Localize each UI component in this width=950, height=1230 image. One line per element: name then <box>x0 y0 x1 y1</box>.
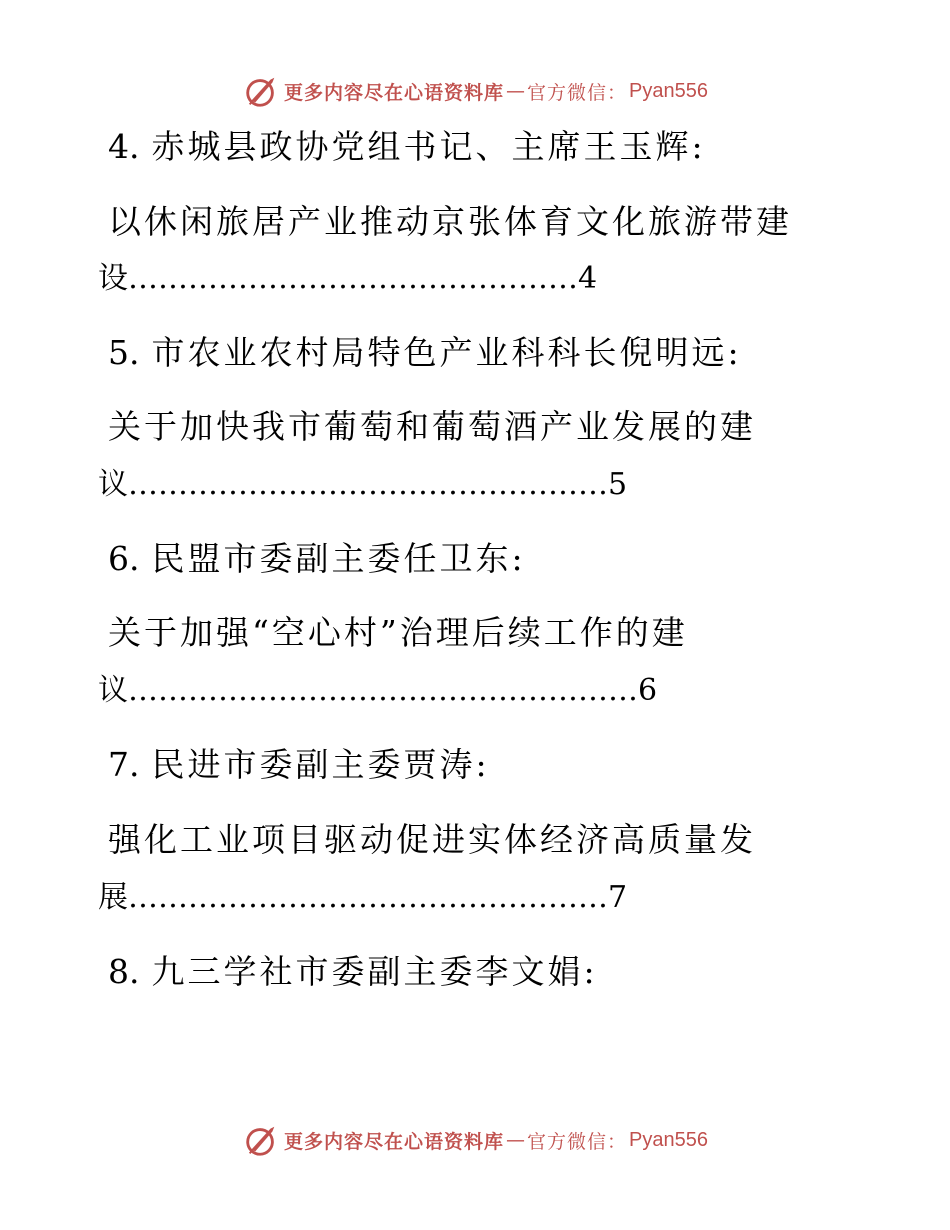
dot-leader: ………………………………………… <box>128 467 608 502</box>
toc-entry-leader <box>98 671 657 711</box>
toc-entry-heading <box>108 952 598 992</box>
toc-entry-leader <box>98 878 627 918</box>
watermark-top <box>0 71 950 111</box>
toc-entry-leader <box>98 259 597 299</box>
entry-number: 4. <box>108 127 140 166</box>
entry-number: 8. <box>108 952 140 991</box>
entry-title-end: 设 <box>98 261 128 296</box>
watermark-label: 官方微信： <box>527 1130 628 1153</box>
entry-title-end: 议 <box>98 467 128 502</box>
toc-entry-title: 关于加强“空心村”治理后续工作的建 <box>108 613 688 652</box>
page-number: 5 <box>608 467 628 502</box>
quill-logo-icon <box>242 72 280 110</box>
entry-author: 赤城县政协党组书记、主席王玉辉: <box>151 127 706 166</box>
toc-entry-heading <box>108 333 742 373</box>
toc-entry-leader <box>98 465 627 505</box>
watermark-dash: — <box>506 1129 526 1151</box>
toc-entry-heading <box>108 539 526 579</box>
entry-number: 5. <box>108 333 140 372</box>
quill-logo-icon <box>242 1121 280 1159</box>
toc-entry-heading <box>108 745 490 785</box>
watermark-label: 官方微信： <box>527 81 628 104</box>
dot-leader: ……………………………………… <box>128 261 578 296</box>
watermark-dash: — <box>506 80 526 102</box>
dot-leader: ………………………………………… <box>128 880 608 915</box>
watermark-id: Pyan556 <box>629 79 708 102</box>
entry-author: 民进市委副主委贾涛: <box>151 745 490 784</box>
entry-author: 民盟市委副主委任卫东: <box>151 539 526 578</box>
watermark-text: 更多内容尽在心语资料库 <box>284 1130 505 1153</box>
watermark-text: 更多内容尽在心语资料库 <box>284 81 505 104</box>
watermark-id: Pyan556 <box>629 1128 708 1151</box>
watermark-bottom <box>0 1120 950 1160</box>
entry-title-end: 议 <box>98 673 128 708</box>
entry-title-end: 展 <box>98 880 128 915</box>
toc-entry-title: 关于加快我市葡萄和葡萄酒产业发展的建 <box>108 407 756 446</box>
entry-number: 7. <box>108 745 140 784</box>
page-number: 4 <box>578 261 598 296</box>
entry-author: 市农业农村局特色产业科科长倪明远: <box>151 333 742 372</box>
toc-entry-heading <box>108 127 706 167</box>
toc-entry-title: 以休闲旅居产业推动京张体育文化旅游带建 <box>108 202 792 241</box>
dot-leader: …………………………………………… <box>128 673 638 708</box>
page-number: 7 <box>608 880 628 915</box>
toc-entry-title: 强化工业项目驱动促进实体经济高质量发 <box>108 820 756 859</box>
page-number: 6 <box>638 673 658 708</box>
entry-number: 6. <box>108 539 140 578</box>
entry-author: 九三学社市委副主委李文娟: <box>151 952 598 991</box>
